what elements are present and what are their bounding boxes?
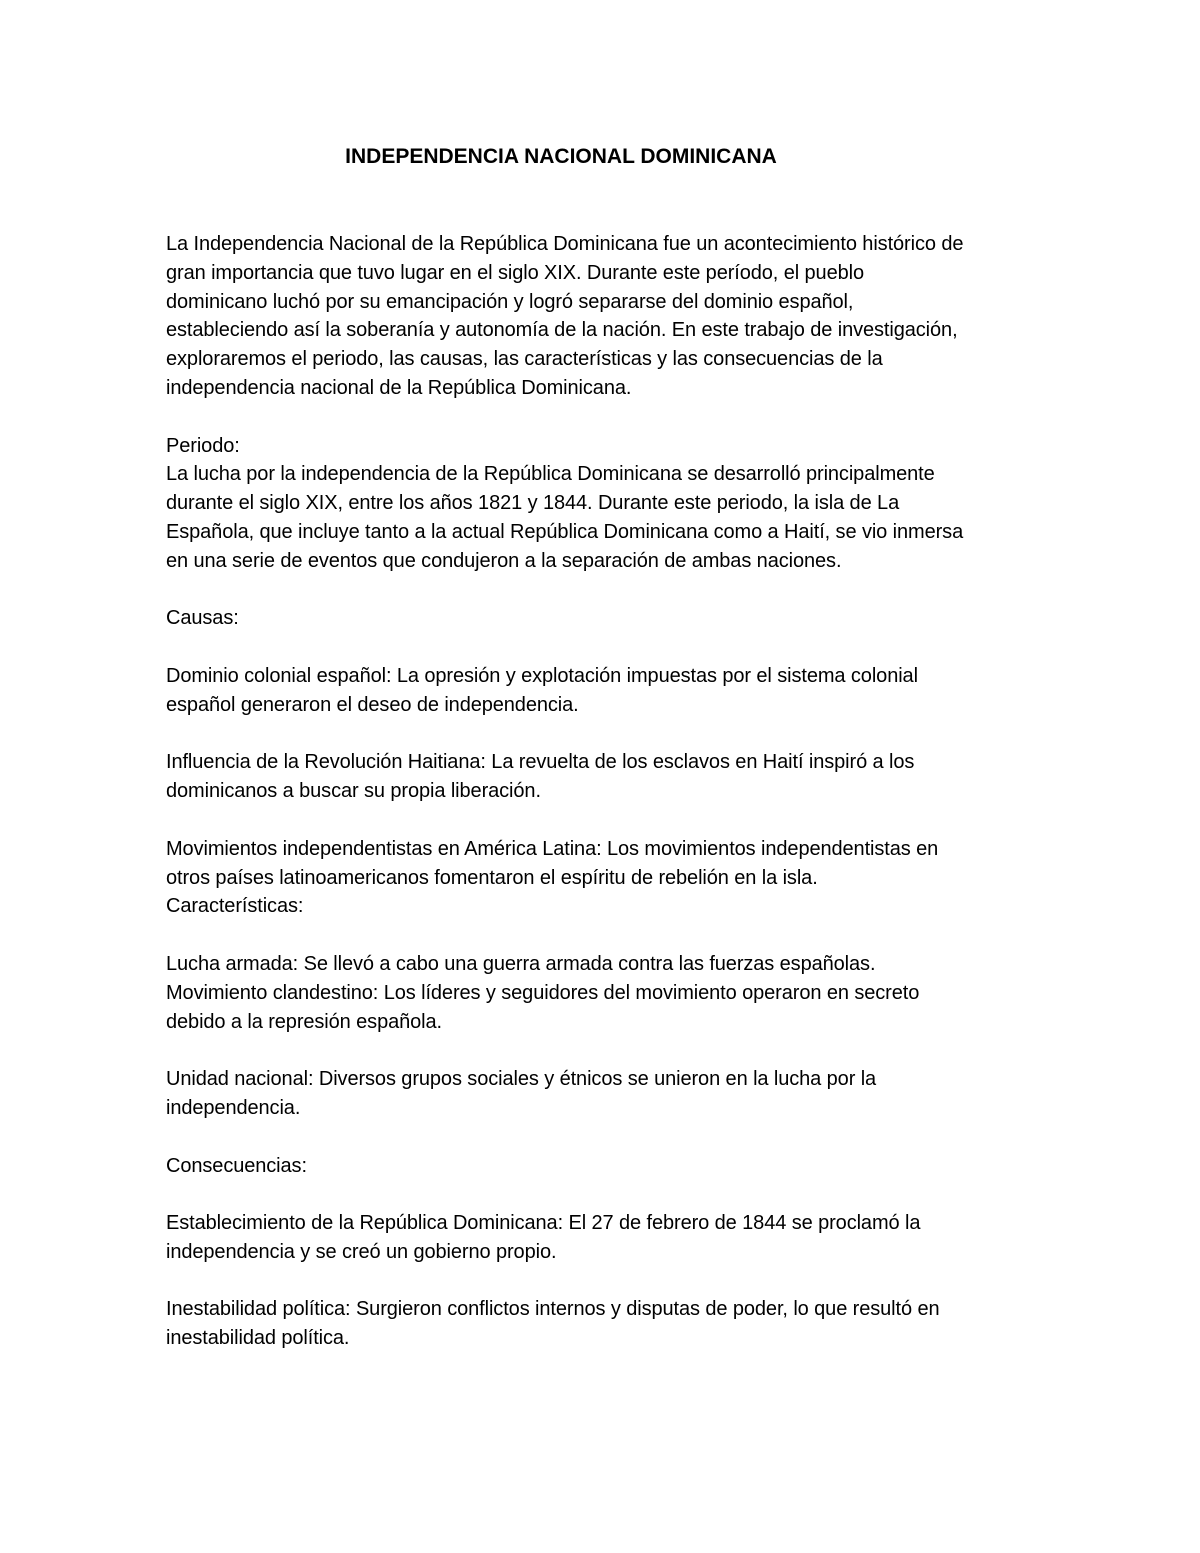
document-body	[166, 230, 1046, 1353]
text-line: otros países latinoamericanos fomentaron el espíritu de rebelión en la isla.	[166, 866, 818, 889]
consecuencia-paragraph-1	[166, 1209, 1046, 1267]
text-line: Lucha armada: Se llevó a cabo una guerra armada contra las fuerzas españolas.	[166, 952, 876, 975]
text-line: dominicanos a buscar su propia liberación.	[166, 780, 541, 803]
causa-paragraph-1	[166, 662, 1046, 720]
paragraph-gap	[166, 1267, 1046, 1296]
text-line: Movimiento clandestino: Los líderes y seguidores del movimiento operaron en secreto	[166, 981, 920, 1004]
section-heading-causas: Causas:	[166, 607, 239, 630]
consecuencia-paragraph-2	[166, 1295, 1046, 1353]
section-heading-caracteristicas: Características:	[166, 895, 304, 918]
text-line: Movimientos independentistas en América Latina: Los movimientos independentistas en	[166, 837, 939, 860]
text-line: Establecimiento de la República Dominicana: El 27 de febrero de 1844 se proclamó la	[166, 1212, 921, 1235]
paragraph-gap	[166, 403, 1046, 432]
text-line: estableciendo así la soberanía y autonomía de la nación. En este trabajo de investigación,	[166, 319, 958, 342]
text-line: Española, que incluye tanto a la actual República Dominicana como a Haití, se vio inmersa	[166, 520, 964, 543]
causa-paragraph-2	[166, 748, 1046, 806]
section-heading-consecuencias: Consecuencias:	[166, 1154, 307, 1177]
text-line: La lucha por la independencia de la República Dominicana se desarrolló principalmente	[166, 463, 935, 486]
text-line: independencia y se creó un gobierno propio.	[166, 1240, 557, 1263]
text-line: exploraremos el periodo, las causas, las características y las consecuencias de la	[166, 348, 883, 371]
paragraph-gap	[166, 1180, 1046, 1209]
paragraph-gap	[166, 633, 1046, 662]
text-line: debido a la represión española.	[166, 1010, 442, 1033]
text-line: en una serie de eventos que condujeron a la separación de ambas naciones.	[166, 549, 842, 572]
text-line: gran importancia que tuvo lugar en el siglo XIX. Durante este período, el pueblo	[166, 261, 864, 284]
paragraph-gap	[166, 806, 1046, 835]
paragraph-gap	[166, 720, 1046, 749]
text-line: Dominio colonial español: La opresión y explotación impuestas por el sistema colonial	[166, 664, 918, 687]
text-line: Inestabilidad política: Surgieron conflictos internos y disputas de poder, lo que resultó en	[166, 1298, 940, 1321]
periodo-paragraph	[166, 460, 1046, 575]
paragraph-gap	[166, 1123, 1046, 1152]
text-line: independencia nacional de la República Dominicana.	[166, 376, 632, 399]
paragraph-gap	[166, 1036, 1046, 1065]
paragraph-gap	[166, 921, 1046, 950]
caracteristica-paragraph-2	[166, 1065, 1046, 1123]
text-line: español generaron el deseo de independencia.	[166, 693, 579, 716]
text-line: independencia.	[166, 1096, 301, 1119]
intro-paragraph	[166, 230, 1046, 403]
text-line: durante el siglo XIX, entre los años 1821 y 1844. Durante este periodo, la isla de La	[166, 492, 900, 515]
text-line: Unidad nacional: Diversos grupos sociales y étnicos se unieron en la lucha por la	[166, 1068, 877, 1091]
text-line: inestabilidad política.	[166, 1327, 350, 1350]
text-line: Influencia de la Revolución Haitiana: La revuelta de los esclavos en Haití inspiró a los	[166, 751, 915, 774]
text-line: dominicano luchó por su emancipación y logró separarse del dominio español,	[166, 290, 854, 313]
caracteristica-paragraph-1	[166, 950, 1046, 1036]
document-title: INDEPENDENCIA NACIONAL DOMINICANA	[345, 145, 777, 168]
causa-paragraph-3	[166, 835, 1046, 893]
text-line: La Independencia Nacional de la República Dominicana fue un acontecimiento histórico de	[166, 233, 964, 255]
paragraph-gap	[166, 576, 1046, 605]
section-heading-periodo: Periodo:	[166, 434, 240, 457]
